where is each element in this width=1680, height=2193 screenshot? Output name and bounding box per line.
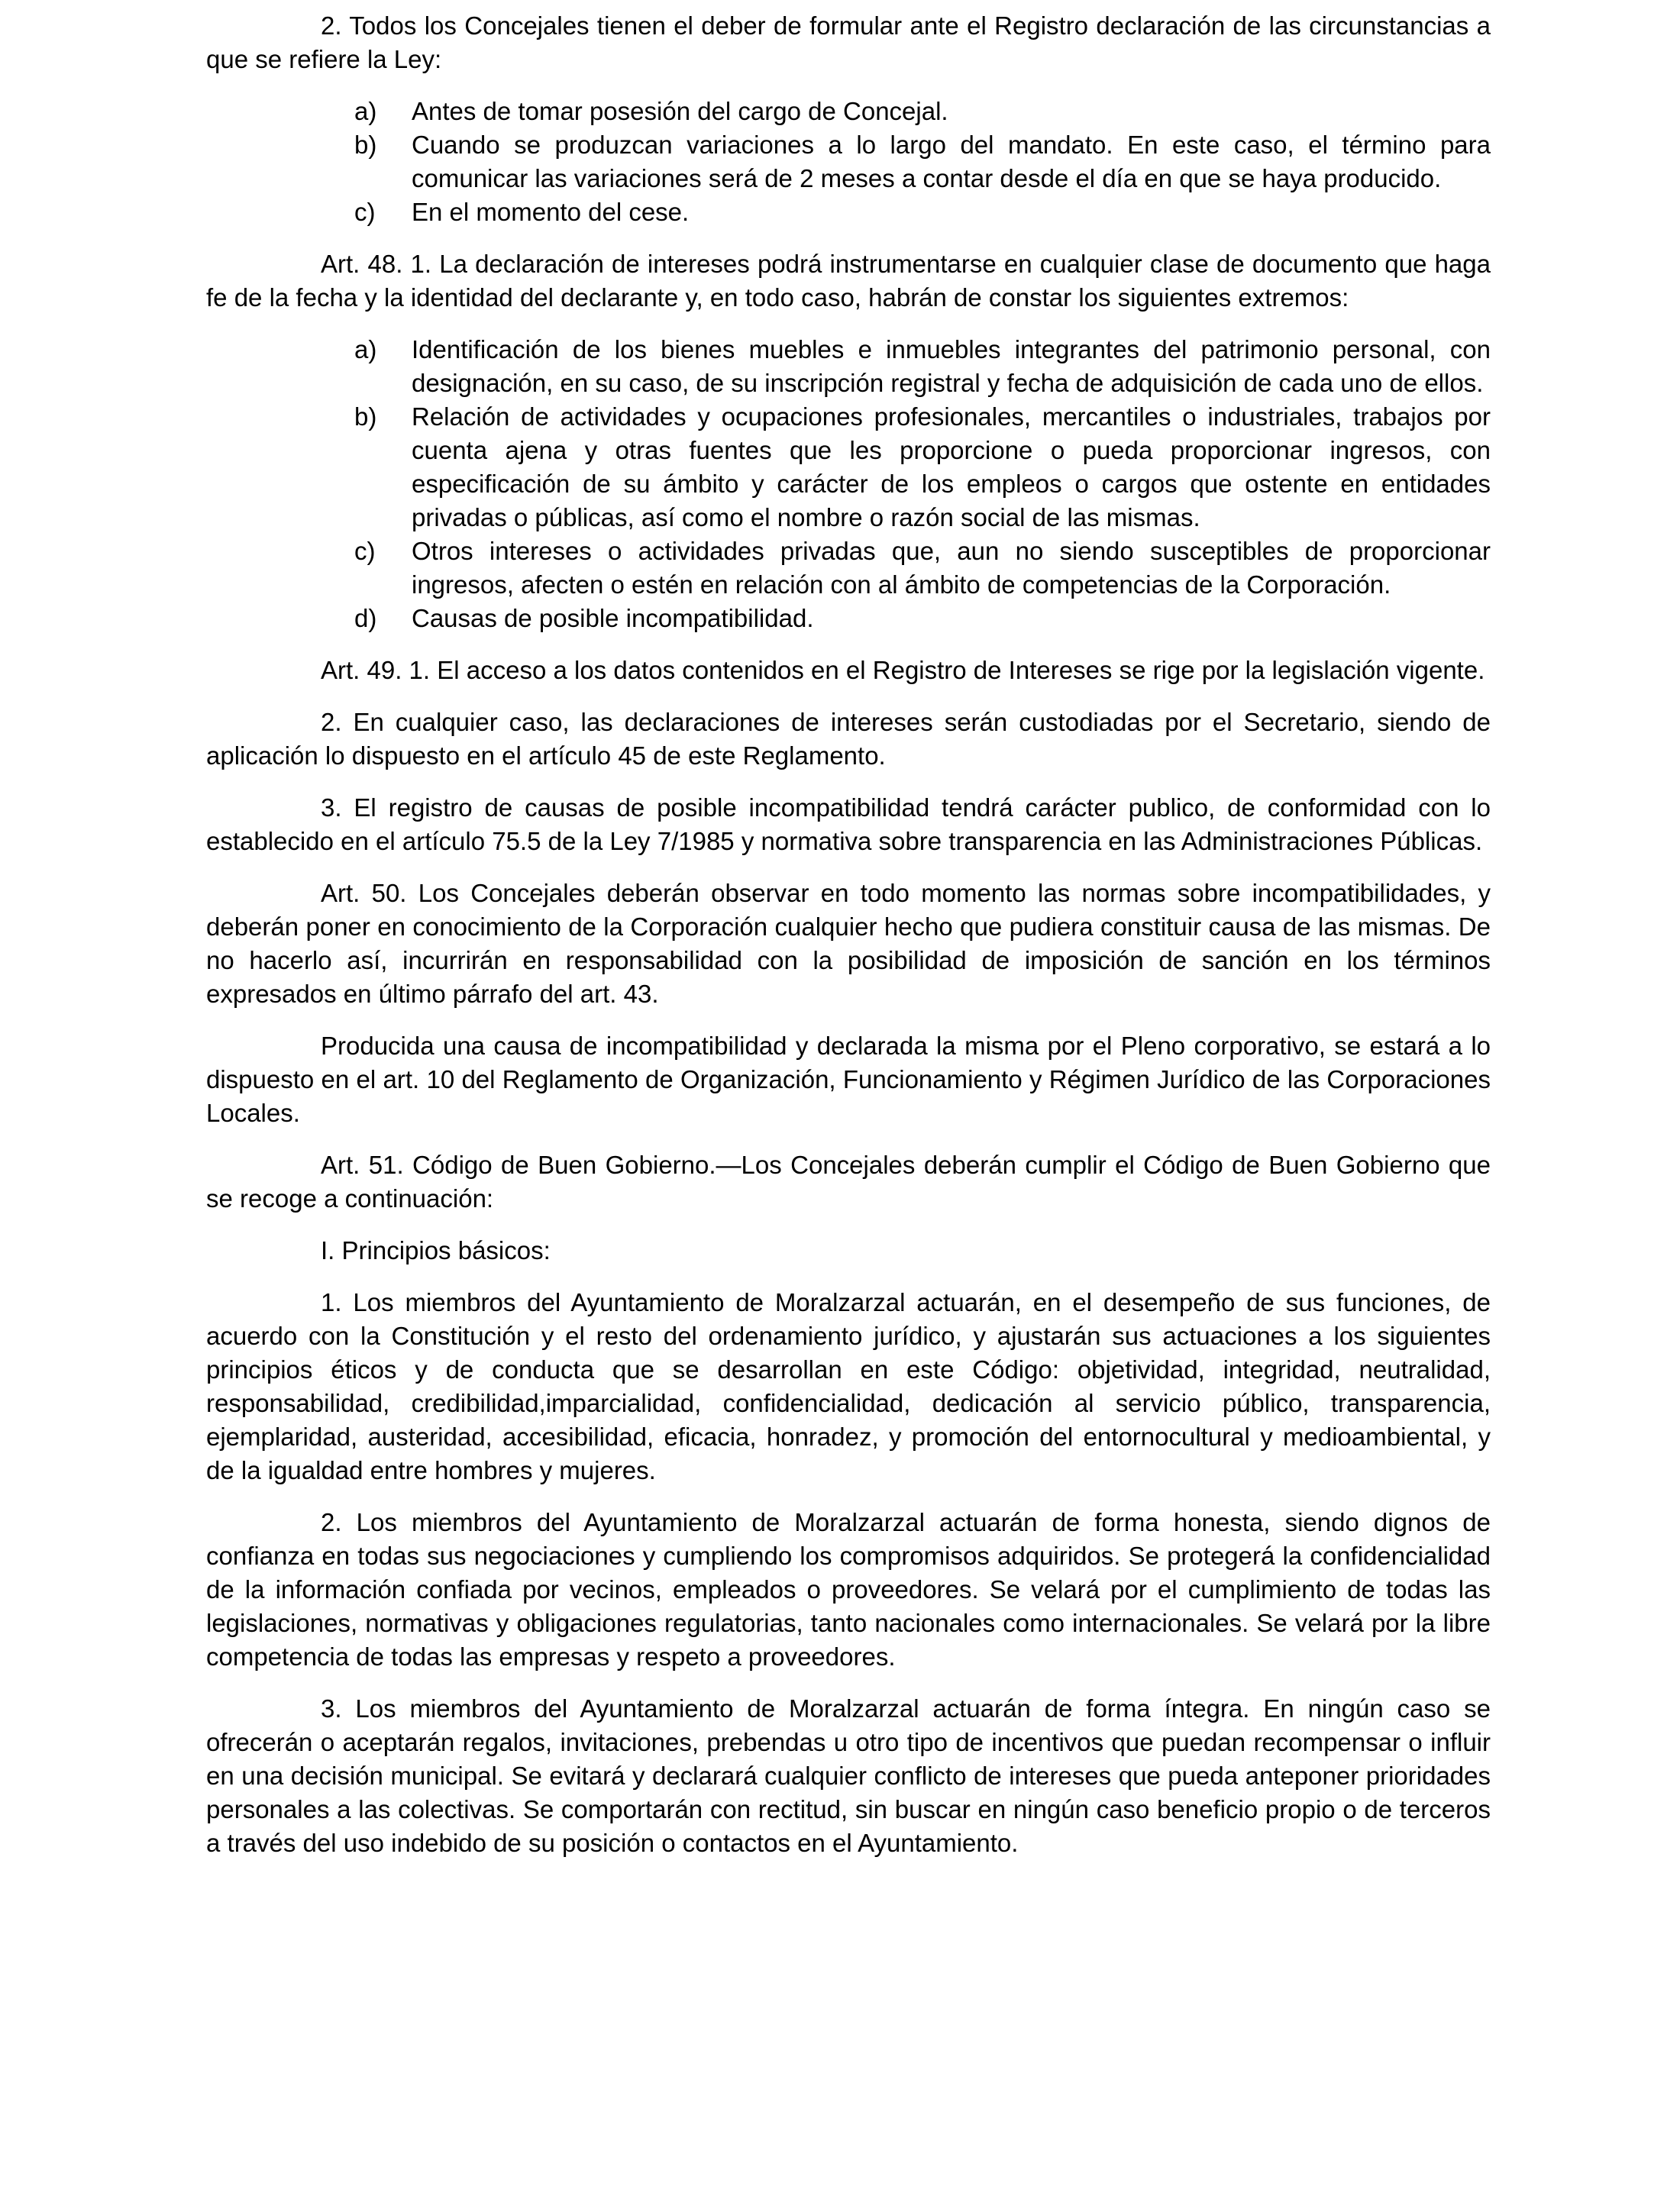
paragraph-art-48: Art. 48. 1. La declaración de intereses podrá instrumentarse en cualquier clase de documento que haga fe de la fecha y la identidad del declarante y, en todo caso, habrán de constar los siguientes extremos:	[206, 250, 1491, 312]
paragraph-art-51: Art. 51. Código de Buen Gobierno.—Los Concejales deberán cumplir el Código de Buen Gobierno que se recoge a continuación:	[206, 1151, 1491, 1213]
list-item	[206, 400, 1491, 535]
heading-principios-basicos: I. Principios básicos:	[321, 1236, 551, 1264]
list-item-text: Relación de actividades y ocupaciones profesionales, mercantiles o industriales, trabajos por cuenta ajena y otras fuentes que les proporcione o pueda proporcionar ingresos, con especificación de su ámbito y carácter de los empleos o cargos que ostente en entidades privadas o públicas, así como el nombre o razón social de las mismas.	[412, 402, 1491, 531]
list-item-text: Identificación de los bienes muebles e inmuebles integrantes del patrimonio personal, con designación, en su caso, de su inscripción registral y fecha de adquisición de cada uno de ellos.	[412, 335, 1491, 397]
list-item-label: b)	[354, 131, 377, 159]
list-item-label: b)	[354, 402, 377, 431]
list-item	[206, 95, 1491, 128]
paragraph-art-50: Art. 50. Los Concejales deberán observar en todo momento las normas sobre incompatibilidades, y deberán poner en conocimiento de la Corporación cualquier hecho que pudiera constituir causa de las mismas. De no hacerlo así, incurrirán en responsabilidad con la posibilidad de imposición de sanción en los términos expresados en último párrafo del art. 43.	[206, 879, 1491, 1008]
list-item-text: Causas de posible incompatibilidad.	[412, 604, 814, 632]
list-item	[206, 128, 1491, 195]
list-item-text: Cuando se produzcan variaciones a lo largo del mandato. En este caso, el término para comunicar las variaciones será de 2 meses a contar desde el día en que se haya producido.	[412, 131, 1491, 192]
list-item	[206, 602, 1491, 635]
list-item-text: Antes de tomar posesión del cargo de Concejal.	[412, 97, 948, 125]
list-item	[206, 333, 1491, 400]
list-item-text: Otros intereses o actividades privadas que, aun no siendo susceptibles de proporcionar ingresos, afecten o estén en relación con al ámbito de competencias de la Corporación.	[412, 537, 1491, 599]
list-item-text: En el momento del cese.	[412, 198, 690, 226]
paragraph-principio-3: 3. Los miembros del Ayuntamiento de Moralzarzal actuarán de forma íntegra. En ningún caso se ofrecerán o aceptarán regalos, invitaciones, prebendas u otro tipo de incentivos que puedan recompensar o influir en una decisión municipal. Se evitará y declarará cualquier conflicto de intereses que pueda anteponer prioridades personales a las colectivas. Se comportarán con rectitud, sin buscar en ningún caso beneficio propio o de terceros a través del uso indebido de su posición o contactos en el Ayuntamiento.	[206, 1694, 1491, 1857]
paragraph-art-49-3: 3. El registro de causas de posible incompatibilidad tendrá carácter publico, de conformidad con lo establecido en el artículo 75.5 de la Ley 7/1985 y normativa sobre transparencia en las Administraciones Públicas.	[206, 793, 1491, 855]
list-declaracion-extremos	[206, 333, 1491, 635]
paragraph-art-49-1: Art. 49. 1. El acceso a los datos contenidos en el Registro de Intereses se rige por la legislación vigente.	[321, 656, 1485, 684]
list-item	[206, 535, 1491, 602]
paragraph-art-50-producida: Producida una causa de incompatibilidad y declarada la misma por el Pleno corporativo, se estará a lo dispuesto en el art. 10 del Reglamento de Organización, Funcionamiento y Régimen Jurídico de las Corporaciones Locales.	[206, 1032, 1491, 1127]
paragraph-art-49-2: 2. En cualquier caso, las declaraciones de intereses serán custodiadas por el Secretario, siendo de aplicación lo dispuesto en el artículo 45 de este Reglamento.	[206, 708, 1491, 770]
paragraph-deber-declaracion: 2. Todos los Concejales tienen el deber de formular ante el Registro declaración de las circunstancias a que se refiere la Ley:	[206, 11, 1491, 73]
paragraph-principio-2: 2. Los miembros del Ayuntamiento de Moralzarzal actuarán de forma honesta, siendo dignos de confianza en todas sus negociaciones y cumpliendo los compromisos adquiridos. Se protegerá la confidencialidad de la información confiada por vecinos, empleados o proveedores. Se velará por el cumplimiento de todas las legislaciones, normativas y obligaciones regulatorias, tanto nacionales como internacionales. Se velará por la libre competencia de todas las empresas y respeto a proveedores.	[206, 1508, 1491, 1671]
list-item-label: d)	[354, 604, 377, 632]
list-item-label: a)	[354, 97, 377, 125]
list-item-label: c)	[354, 537, 376, 565]
list-declaracion-momentos	[206, 95, 1491, 229]
paragraph-principio-1: 1. Los miembros del Ayuntamiento de Moralzarzal actuarán, en el desempeño de sus funciones, de acuerdo con la Constitución y el resto del ordenamiento jurídico, y ajustarán sus actuaciones a los siguientes principios éticos y de conducta que se desarrollan en este Código: objetividad, integridad, neutralidad, responsabilidad, credibilidad,imparcialidad, confidencialidad, dedicación al servicio público, transparencia, ejemplaridad, austeridad, accesibilidad, eficacia, honradez, y promoción del entornocultural y medioambiental, y de la igualdad entre hombres y mujeres.	[206, 1288, 1491, 1484]
document-text-block	[206, 9, 1491, 1860]
list-item-label: c)	[354, 198, 376, 226]
list-item	[206, 195, 1491, 229]
list-item-label: a)	[354, 335, 377, 363]
